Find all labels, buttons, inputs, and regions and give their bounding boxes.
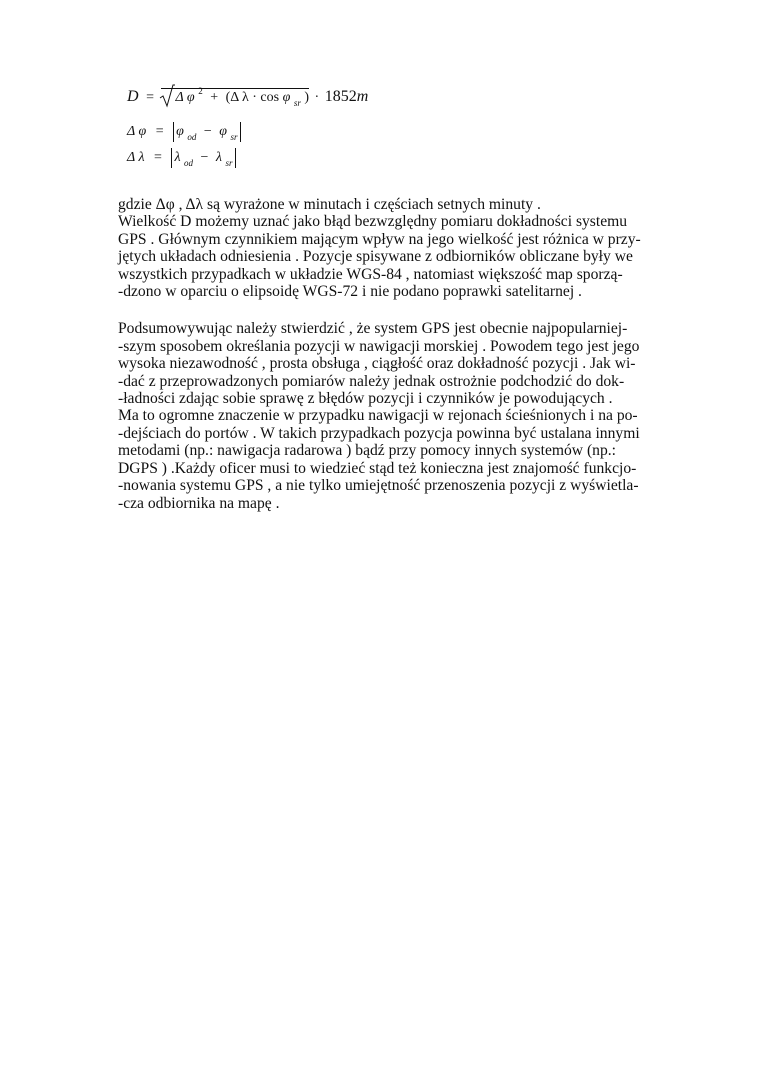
formula-symbol: + <box>210 90 219 105</box>
text-line: Wielkość D możemy uznać jako błąd bezwzględny pomiaru dokładności systemu <box>118 213 628 231</box>
formula-symbol: λ <box>174 150 181 165</box>
formula-symbol: = <box>155 124 164 139</box>
absolute-value <box>173 122 240 142</box>
formula-symbol: ) <box>304 90 310 105</box>
formula-subscript: sr <box>293 98 301 108</box>
text-line: GPS . Głównym czynnikiem mającym wpływ na jego wielkość jest różnica w przy- <box>118 230 641 248</box>
text-line: jętych układach odniesienia . Pozycje spisywane z odbiorników obliczane były we <box>118 248 633 266</box>
text-line: -ładności zdając sobie sprawę z błędów pozycji i czynników je powodujących . <box>118 390 613 408</box>
square-root <box>161 88 309 106</box>
text-line: -dejściach do portów . W takich przypadkach pozycja powinna być ustalana innymi <box>118 424 640 442</box>
text-line: -dać z przeprowadzonych pomiarów należy jednak ostrożnie podchodzić do dok- <box>118 372 625 390</box>
paragraph-gap <box>118 300 638 320</box>
formula-symbol: φ <box>219 124 228 139</box>
text-line: -szym sposobem określania pozycji w nawigacji morskiej . Powodem tego jest jego <box>118 337 640 355</box>
formula-subscript: sr <box>225 158 233 168</box>
formula-symbol: − <box>203 124 212 139</box>
text-line: Ma to ogromne znaczenie w przypadku nawigacji w rejonach ścieśnionych i na po- <box>118 407 638 425</box>
absolute-value <box>171 148 235 168</box>
radical-sign-icon <box>159 84 175 108</box>
formula-symbol: φ <box>176 124 184 139</box>
formula-subscript: od <box>184 158 194 168</box>
text-line: metodami (np.: nawigacja radarowa ) bądź przy pomocy innych systemów (np.: <box>118 442 616 460</box>
formula-symbol: = <box>146 90 154 105</box>
formula-symbol: − <box>200 150 209 165</box>
formula-symbol: = <box>154 150 162 165</box>
formula-unit: m <box>356 88 369 105</box>
radicand <box>161 88 309 106</box>
text-line: -cza odbiornika na mapę . <box>118 494 280 512</box>
formula-delta-phi <box>127 122 447 148</box>
formula-symbol: φ <box>282 90 291 105</box>
text-line: -nowania systemu GPS , a nie tylko umiejętność przenoszenia pozycji z wyświetla- <box>118 477 639 495</box>
formula-symbol: Δ φ <box>127 124 147 139</box>
formula-subscript: od <box>187 132 197 142</box>
formula-block <box>127 88 447 174</box>
text-line: wysoka niezawodność , prosta obsługa , ciągłość oraz dokładność pozycji . Jak wi- <box>118 355 636 373</box>
formula-symbol: λ <box>215 150 222 165</box>
formula-symbol: · <box>314 90 320 105</box>
formula-symbol: Δ φ <box>175 90 195 105</box>
formula-symbol: Δ λ <box>127 150 145 165</box>
text-line: -dzono w oparciu o elipsoidę WGS-72 i nie podano poprawki satelitarnej . <box>118 283 582 301</box>
formula-distance <box>127 88 447 122</box>
text-line: DGPS ) .Każdy oficer musi to wiedzieć stąd też konieczna jest znajomość funkcjo- <box>118 459 637 477</box>
formula-symbol: D <box>127 88 139 105</box>
body-text <box>118 196 641 512</box>
paragraph-summary <box>118 320 638 511</box>
formula-delta-lambda <box>127 148 447 174</box>
paragraph-explanation <box>118 196 641 301</box>
formula-exponent: 2 <box>198 86 203 96</box>
formula-symbol: (Δ λ · cos <box>225 90 280 105</box>
text-line: Podsumowywując należy stwierdzić , że system GPS jest obecnie najpopularniej- <box>118 320 628 338</box>
text-line: wszystkich przypadkach w układzie WGS-84 , natomiast większość map sporzą- <box>118 265 623 283</box>
text-line: gdzie Δφ , Δλ są wyrażone w minutach i częściach setnych minuty . <box>118 196 541 213</box>
formula-subscript: sr <box>230 132 238 142</box>
formula-number: 1852 <box>324 88 357 105</box>
